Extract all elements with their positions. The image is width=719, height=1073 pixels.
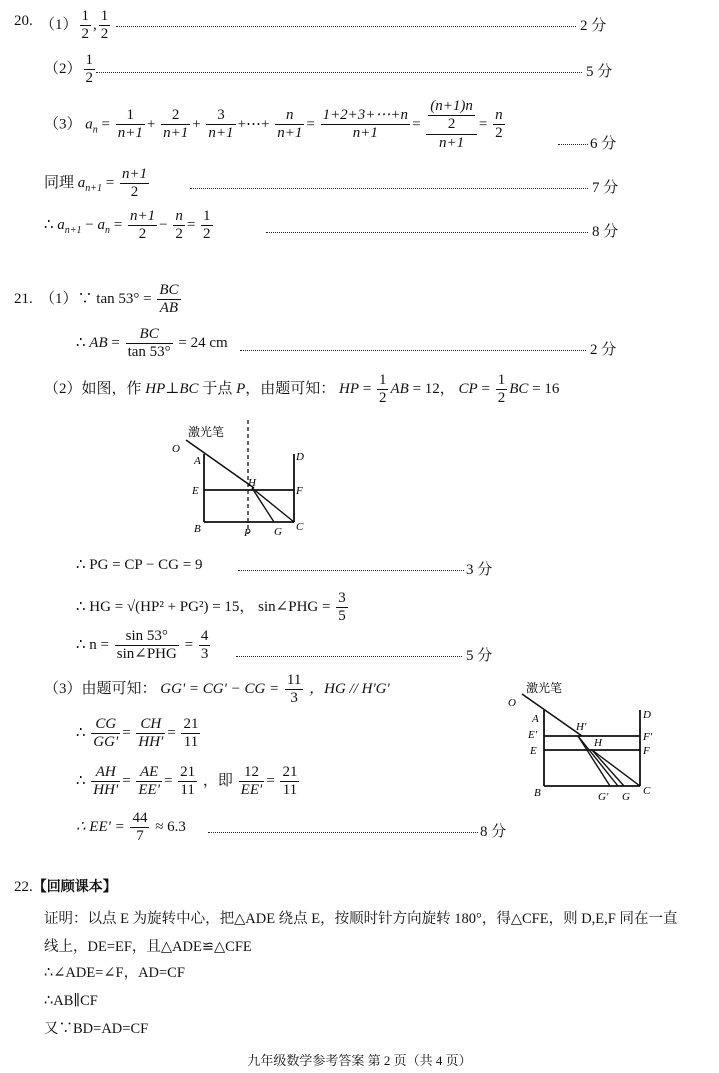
leader-dots — [208, 832, 478, 833]
svg-text:H: H — [248, 477, 256, 489]
page-footer: 九年级数学参考答案 第 2 页（共 4 页） — [247, 1053, 472, 1068]
fig1-caption: 激光笔 — [188, 425, 225, 439]
leader-dots — [558, 144, 588, 145]
svg-text:B: B — [194, 523, 201, 535]
svg-text:H: H — [594, 737, 602, 749]
q21-p3b: ∴ $\frac{AH}{HH'}$ = $\frac{AE}{EE'}$ = $\frac{21}{11}$ ，即 $\frac{12}{EE'}$ = $\frac{21}{11}$ — [76, 764, 298, 799]
svg-text:P: P — [244, 527, 251, 539]
leader-dots — [236, 656, 462, 657]
q20-p3b: 同理 $a_{n+1}$ = $\frac{n+1}{2}$ — [44, 166, 148, 201]
svg-text:E: E — [192, 485, 199, 497]
svg-text:A: A — [194, 455, 201, 467]
q20-p1-score: 2 分 — [580, 18, 607, 34]
q22-line5: 又∵BD=AD=CF — [44, 1021, 149, 1037]
figure-laser-1 — [166, 414, 306, 544]
svg-text:C: C — [643, 785, 651, 797]
q20-p3: （3） $a_n$ = $\frac{1}{n+1}$ + $\frac{2}{n+1}$ + $\frac{3}{n+1}$ +⋯+ $\frac{n}{n+1}$ = $\frac{1+2+3+\cdots+n}{n+1}$ = $\frac{\frac{(n+1)n}{2}}{n+1}$ = $\frac{n}{2}$ — [44, 98, 503, 151]
q21-p2a: ∴ PG = CP − CG = 9 — [76, 557, 203, 573]
leader-dots — [238, 570, 464, 571]
svg-text:H': H' — [576, 721, 587, 733]
q22-line1: 证明：以点 E 为旋转中心，把△ADE 绕点 E，按顺时针方向旋转 180°，得△CFE，则 D,E,F 同在一直 — [44, 911, 678, 927]
svg-text:F: F — [296, 485, 303, 497]
svg-text:E': E' — [528, 729, 538, 741]
leader-dots — [240, 350, 586, 351]
svg-text:F': F' — [643, 731, 653, 743]
q21-p1b-score: 2 分 — [590, 342, 617, 358]
svg-text:A: A — [532, 713, 539, 725]
q22-line2: 线上，DE=EF，且△ADE≌△CFE — [44, 939, 252, 955]
q21-number: 21. — [14, 291, 33, 307]
leader-dots — [266, 232, 588, 233]
svg-text:G': G' — [598, 791, 609, 803]
q20-p3c-score: 8 分 — [592, 224, 619, 240]
q21-p3c: ∴ EE' = $\frac{44}{7}$ ≈ 6.3 — [76, 810, 186, 845]
q21-p2c-score: 5 分 — [466, 648, 493, 664]
q22-line3: ∴∠ADE=∠F，AD=CF — [44, 965, 185, 981]
q21-p1a: （1）∵ tan 53° = $\frac{BC}{AB}$ — [40, 282, 179, 317]
q20-p2: （2） $\frac{1}{2}$ — [44, 52, 94, 87]
q20-p3-score: 6 分 — [590, 136, 617, 152]
q20-p1: （1） $\frac{1}{2}$ , $\frac{1}{2}$ — [40, 8, 109, 43]
q21-p2a-score: 3 分 — [466, 562, 493, 578]
q22-line4: ∴AB∥CF — [44, 993, 98, 1009]
q21-p1b: ∴ AB = $\frac{BC}{\tan 53^\circ}$ = 24 cm — [76, 326, 228, 361]
fig2-caption: 激光笔 — [526, 681, 563, 695]
leader-dots — [96, 72, 582, 73]
q20-p3c: ∴ $a_{n+1} - a_n$ = $\frac{n+1}{2}$ − $\frac{n}{2}$ = $\frac{1}{2}$ — [44, 208, 211, 243]
q20-p2-score: 5 分 — [586, 64, 613, 80]
svg-text:G: G — [274, 526, 282, 538]
svg-text:D: D — [296, 451, 304, 463]
leader-dots — [190, 188, 588, 189]
q20-number: 20. — [14, 13, 33, 29]
q21-p2c: ∴ n = $\frac{\sin 53^\circ}{\text{sin∠PHG}}$ = $\frac{4}{3}$ — [76, 628, 209, 663]
svg-text:D: D — [643, 709, 651, 721]
q21-p2: （2）如图，作 HP⊥BC 于点 P，由题可知： HP = $\frac{1}{2}$ AB = 12， CP = $\frac{1}{2}$ BC = 16 — [44, 372, 560, 407]
q21-p3a: ∴ $\frac{CG}{GG'}$ = $\frac{CH}{HH'}$ = $\frac{21}{11}$ — [76, 716, 199, 751]
leader-dots — [116, 26, 576, 27]
svg-text:G: G — [622, 791, 630, 803]
svg-text:F: F — [643, 745, 650, 757]
svg-text:B: B — [534, 787, 541, 799]
svg-text:O: O — [172, 443, 180, 455]
q21-p3c-score: 8 分 — [480, 824, 507, 840]
q21-p2b: ∴ HG = √(HP² + PG²) = 15， sin∠PHG = $\frac{3}{5}$ — [76, 590, 346, 625]
q21-p3: （3）由题可知： GG' = CG' − CG = $\frac{11}{3}$ ，HG // H'G' — [44, 672, 390, 707]
q22-heading: 22.【回顾课本】 — [14, 879, 117, 895]
q20-p3b-score: 7 分 — [592, 180, 619, 196]
svg-text:E: E — [530, 745, 537, 757]
svg-text:O: O — [508, 697, 516, 709]
svg-text:C: C — [296, 521, 304, 533]
figure-laser-2 — [500, 676, 670, 806]
